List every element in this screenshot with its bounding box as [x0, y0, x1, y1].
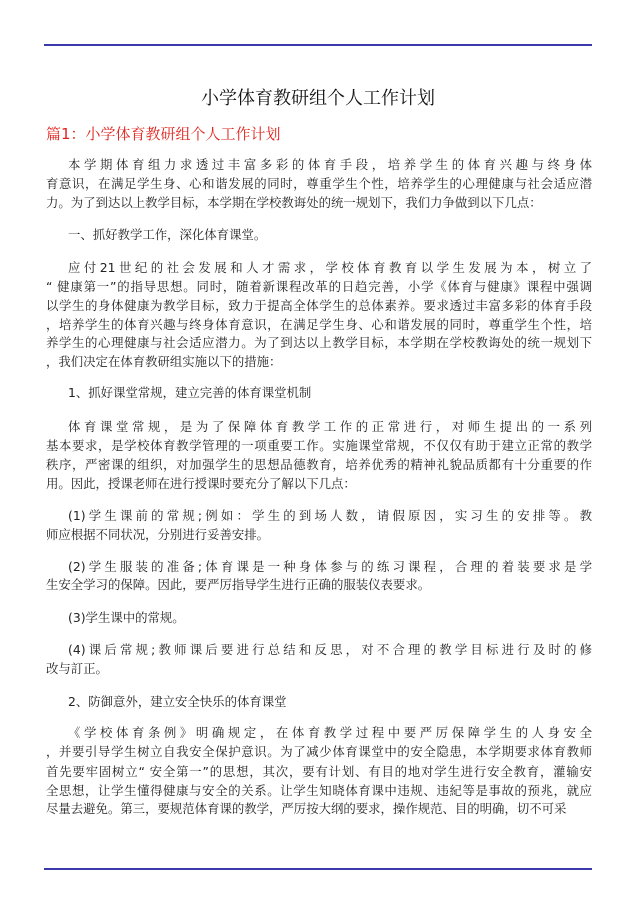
paragraph-line: 1、抓好课堂常规，建立完善的体育课堂机制	[68, 385, 312, 400]
paragraph-line: ，并要引导学生树立自我安全保护意识。为了减少体育课堂中的安全隐患，本学期要求体育教师	[46, 744, 592, 759]
paragraph-line: (1)学生课前的常规;例如：学生的到场人数，请假原因，实习生的安排等。教	[68, 508, 592, 523]
paragraph-line: ，我们决定在体育教研组实施以下的措施：	[46, 354, 282, 369]
paragraph-line: 体育课堂常规，是为了保障体育教学工作的正常进行，对师生提出的一系列	[68, 419, 592, 434]
paragraph-line: 养学生的心理健康与社会适应潜力。为了到达以上教学目标，本学期在学校教诲处的统一规划下	[46, 335, 592, 350]
paragraph-line: 用。因此，授课老师在进行授课时要充分了解以下几点：	[46, 476, 356, 491]
paragraph-line: 基本要求，是学校体育教学管理的一项重要工作。实施课堂常规，不仅仅有助于建立正常的教学	[46, 438, 592, 453]
paragraph-line: 一、抓好教学工作，深化体育课堂。	[68, 227, 267, 242]
paragraph-line: 《学校体育条例》明确规定，在体育教学过程中要严厉保障学生的人身安全	[68, 725, 592, 740]
paragraph-line: “ 健康第一”的指导思想。同时，随着新课程改革的日趋完善，小学《体育与健康》课程中强调	[46, 279, 592, 294]
paragraph-line: 生安全学习的保障。因此，要严厉指导学生进行正确的服装仪表要求。	[46, 577, 431, 592]
paragraph-line: 力。为了到达以上教学目标，本学期在学校教诲处的统一规划下，我们力争做到以下几点：	[46, 195, 542, 210]
document-title: 小学体育教研组个人工作计划	[201, 88, 435, 109]
paragraph-line: 育意识，在满足学生身、心和谐发展的同时，尊重学生个性，培养学生的心理健康与社会适应潜	[46, 176, 592, 191]
paragraph-line: 以学生的身体健康为教学目标，致力于提高全体学生的总体素养。要求透过丰富多彩的体育手段	[46, 298, 592, 313]
top-rule	[44, 44, 592, 46]
paragraph-line: 改与訂正。	[46, 661, 108, 676]
paragraph-line: 首先要牢固树立“ 安全第一”的思想，其次，要有计划、有目的地对学生进行安全教育，灌输安	[46, 764, 592, 779]
paragraph-line: 本学期体育组力求透过丰富多彩的体育手段，培养学生的体育兴趣与终身体	[68, 157, 592, 172]
paragraph-line: 秩序，严密课的组织，对加强学生的思想品德教育，培养优秀的精神礼貌品质都有十分重要的作	[46, 457, 592, 472]
paragraph-line: ，培养学生的体育兴趣与终身体育意识，在满足学生身、心和谐发展的同时，尊重学生个性，培	[46, 317, 592, 332]
paragraph-line: 2、防御意外，建立安全快乐的体育课堂	[68, 694, 287, 709]
paragraph-line: 尽量去避免。第三，要规范体育课的教学，严厉按大纲的要求，操作规范、目的明确，切不可采	[46, 801, 567, 816]
paragraph-line: 应付21世纪的社会发展和人才需求，学校体育教育以学生发展为本，树立了	[68, 260, 592, 275]
bottom-rule	[44, 868, 592, 870]
paragraph-line: 全思想，让学生懂得健康与安全的关系。让学生知晓体育课中违规、违紀等是事故的预兆，就应	[46, 783, 592, 798]
paragraph-line: (3)学生课中的常规。	[68, 610, 185, 625]
paragraph-line: (4)课后常规;教师课后要进行总结和反思，对不合理的教学目标进行及时的修	[68, 642, 592, 657]
paragraph-line: 师应根据不同状况，分别进行妥善安排。	[46, 527, 270, 542]
paragraph-line: (2)学生服装的准备;体育课是一种身体参与的练习课程，合理的着装要求是学	[68, 559, 592, 574]
section-heading: 篇1：小学体育教研组个人工作计划	[46, 125, 281, 143]
